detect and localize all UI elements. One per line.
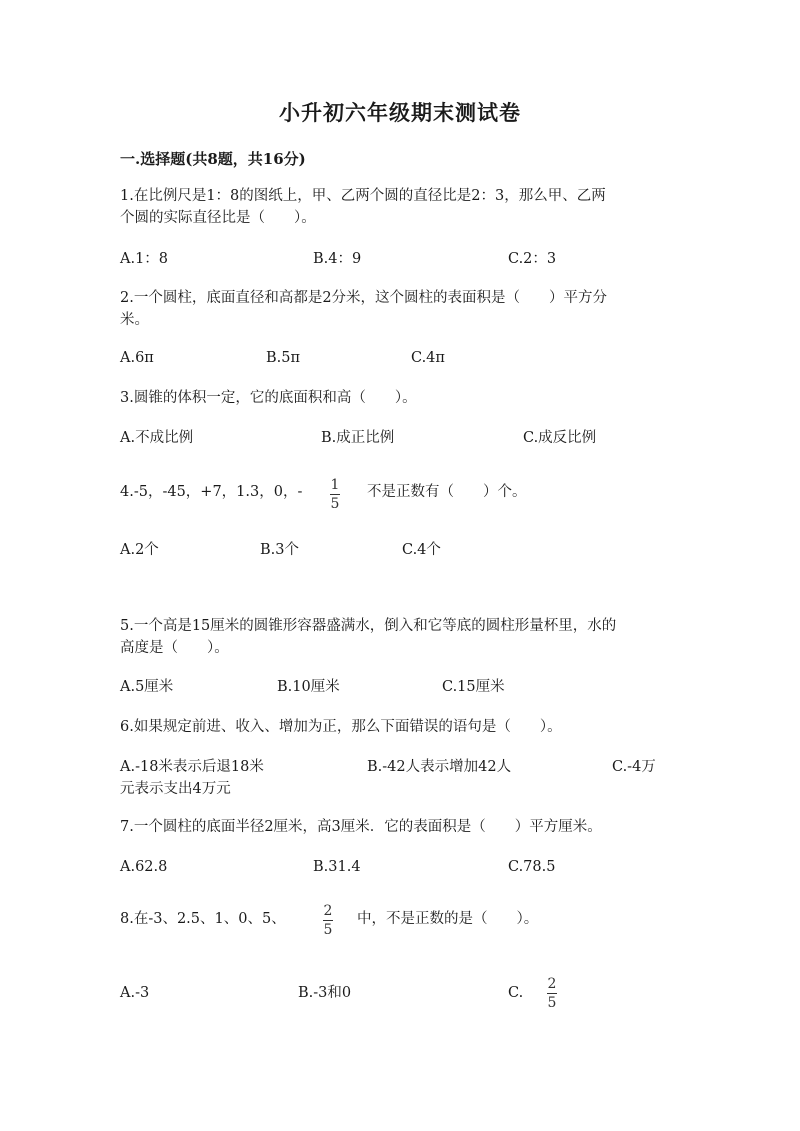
question-2-option-b[interactable]: B.5π (266, 350, 301, 366)
fraction-numerator: 2 (547, 976, 557, 992)
question-1-line-1: 1.在比例尺是1：8的图纸上，甲、乙两个圆的直径比是2：3，那么甲、乙两 (120, 188, 606, 204)
fraction-denominator: 5 (323, 922, 333, 938)
fraction-numerator: 2 (323, 903, 333, 919)
fraction-denominator: 5 (547, 995, 557, 1011)
fraction-bar (323, 920, 333, 921)
question-8-suffix: 中，不是正数的是（ ）。 (357, 911, 539, 927)
fraction-bar (547, 993, 557, 994)
question-3-line-1: 3.圆锥的体积一定，它的底面积和高（ ）。 (120, 390, 417, 406)
question-7-option-a[interactable]: A.62.8 (120, 859, 168, 875)
question-8-option-a[interactable]: A.-3 (120, 985, 150, 1001)
question-8-option-c[interactable]: C. (508, 985, 524, 1001)
question-6-line-1: 6.如果规定前进、收入、增加为正，那么下面错误的语句是（ ）。 (120, 719, 562, 735)
question-2-line-2: 米。 (120, 312, 149, 328)
question-2 (120, 287, 680, 331)
question-8-fraction (323, 903, 333, 938)
question-4-option-b[interactable]: B.3个 (260, 542, 299, 558)
question-1-line-2: 个圆的实际直径比是（ ）。 (120, 210, 316, 226)
question-6 (120, 716, 680, 738)
question-5-option-a[interactable]: A.5厘米 (120, 679, 174, 695)
fraction-bar (330, 494, 340, 495)
question-6-option-c-continuation: 元表示支出4万元 (120, 781, 231, 797)
question-7-option-c[interactable]: C.78.5 (508, 859, 556, 875)
question-1-option-a[interactable]: A.1：8 (120, 251, 169, 267)
question-6-option-a[interactable]: A.-18米表示后退18米 (120, 759, 264, 775)
fraction-numerator: 1 (330, 477, 340, 493)
fraction-denominator: 5 (330, 496, 340, 512)
question-8-prefix: 8.在-3、2.5、1、0、5、 (120, 911, 286, 927)
question-5-option-c[interactable]: C.15厘米 (442, 679, 505, 695)
question-6-option-b[interactable]: B.-42人表示增加42人 (367, 759, 512, 775)
page-title: 小升初六年级期末测试卷 (279, 100, 521, 125)
question-2-option-a[interactable]: A.6π (120, 350, 154, 366)
question-3-option-b[interactable]: B.成正比例 (321, 430, 395, 446)
question-8-option-c-fraction (547, 976, 557, 1011)
question-4-suffix: 不是正数有（ ）个。 (367, 484, 527, 500)
question-2-option-c[interactable]: C.4π (411, 350, 445, 366)
question-7 (120, 816, 680, 838)
question-3 (120, 387, 680, 409)
question-4-option-a[interactable]: A.2个 (120, 542, 159, 558)
question-5-line-1: 5.一个高是15厘米的圆锥形容器盛满水，倒入和它等底的圆柱形量杯里，水的 (120, 618, 617, 634)
question-4-prefix: 4.-5，-45，+7，1.3，0，- (120, 484, 303, 500)
question-7-line-1: 7.一个圆柱的底面半径2厘米，高3厘米．它的表面积是（ ）平方厘米。 (120, 819, 602, 835)
question-6-option-c[interactable]: C.-4万 (612, 759, 656, 775)
question-7-option-b[interactable]: B.31.4 (313, 859, 361, 875)
question-4-fraction (330, 477, 340, 512)
question-5-option-b[interactable]: B.10厘米 (277, 679, 340, 695)
question-1-option-b[interactable]: B.4：9 (313, 251, 362, 267)
question-1 (120, 185, 680, 229)
question-8-option-b[interactable]: B.-3和0 (298, 985, 352, 1001)
question-3-option-a[interactable]: A.不成比例 (120, 430, 194, 446)
question-5 (120, 615, 680, 659)
question-4-option-c[interactable]: C.4个 (402, 542, 441, 558)
question-3-option-c[interactable]: C.成反比例 (523, 430, 597, 446)
question-1-option-c[interactable]: C.2：3 (508, 251, 557, 267)
section-heading: 一.选择题(共8题，共16分) (120, 150, 306, 168)
question-2-line-1: 2.一个圆柱，底面直径和高都是2分米，这个圆柱的表面积是（ ）平方分 (120, 290, 608, 306)
question-5-line-2: 高度是（ ）。 (120, 640, 229, 656)
